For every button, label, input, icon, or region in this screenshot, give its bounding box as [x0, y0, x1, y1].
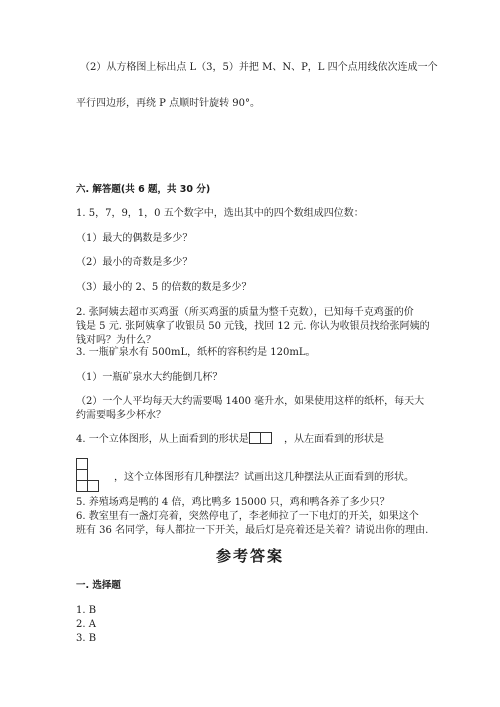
q4-part-a: 4. 一个立体图形，从上面看到的形状是	[76, 434, 249, 445]
q2-prob-line-2: 钱是 5 元. 张阿姨拿了收银员 50 元钱，找回 12 元. 你认为收银员找给张阿姨的	[76, 321, 430, 332]
q2-line-1: （2）从方格图上标出点 L（3，5）并把 M、N、P，L 四个点用线依次连成一个	[80, 62, 438, 73]
q6-line-2: 班有 36 名同学，每人都拉一下开关，最后灯是亮着还是关着？请说出你的理由.	[76, 525, 429, 536]
q2-prob-line-1: 2. 张阿姨去超市买鸡蛋（所买鸡蛋的质量为整千克数），已知每千克鸡蛋的价	[76, 307, 414, 318]
q1-stem: 1. 5，7，9，1，0 五个数字中，选出其中的四个数组成四位数：	[76, 208, 364, 219]
q1-sub-2: （2）最小的奇数是多少？	[76, 257, 193, 268]
section-header: 六. 解答题(共 6 题，共 30 分)	[76, 184, 211, 195]
answer-item-3: 3. B	[76, 633, 97, 644]
left-view-figure	[76, 458, 106, 494]
q3-sub-1: （1）一瓶矿泉水大约能倒几杯？	[76, 372, 223, 383]
q1-sub-3: （3）最小的 2、5 的倍数的数是多少？	[76, 282, 252, 293]
q4-part-c: ，这个立体图形有几种摆法？试画出这几种摆法从正面看到的形状。	[114, 472, 414, 483]
q3-sub-2-line-2: 约需要喝多少杯水？	[76, 410, 166, 421]
answers-section-header: 一. 选择题	[76, 580, 121, 591]
q5-text: 5. 养殖场鸡是鸭的 4 倍，鸡比鸭多 15000 只，鸡和鸭各养了多少只？	[76, 497, 390, 508]
q4-part-b: ，从左面看到的形状是	[284, 434, 384, 445]
q3-sub-2-line-1: （2）一个人平均每天大约需要喝 1400 毫升水，如果使用这样的纸杯，每天大	[76, 396, 425, 407]
q1-sub-1: （1）最大的偶数是多少？	[76, 233, 193, 244]
answer-item-1: 1. B	[76, 605, 97, 616]
q2-line-2: 平行四边形，再绕 P 点顺时针旋转 90°。	[76, 98, 260, 109]
q2-prob-line-3: 钱对吗？为什么？	[76, 335, 156, 346]
q6-line-1: 6. 教室里有一盏灯亮着，突然停电了，李老师拉了一下电灯的开关，如果这个	[76, 511, 419, 522]
q3-stem: 3. 一瓶矿泉水有 500mL，纸杯的容积约是 120mL。	[76, 347, 316, 358]
answers-title: 参考答案	[215, 547, 284, 565]
top-view-figure	[249, 432, 273, 446]
answer-item-2: 2. A	[76, 619, 96, 630]
